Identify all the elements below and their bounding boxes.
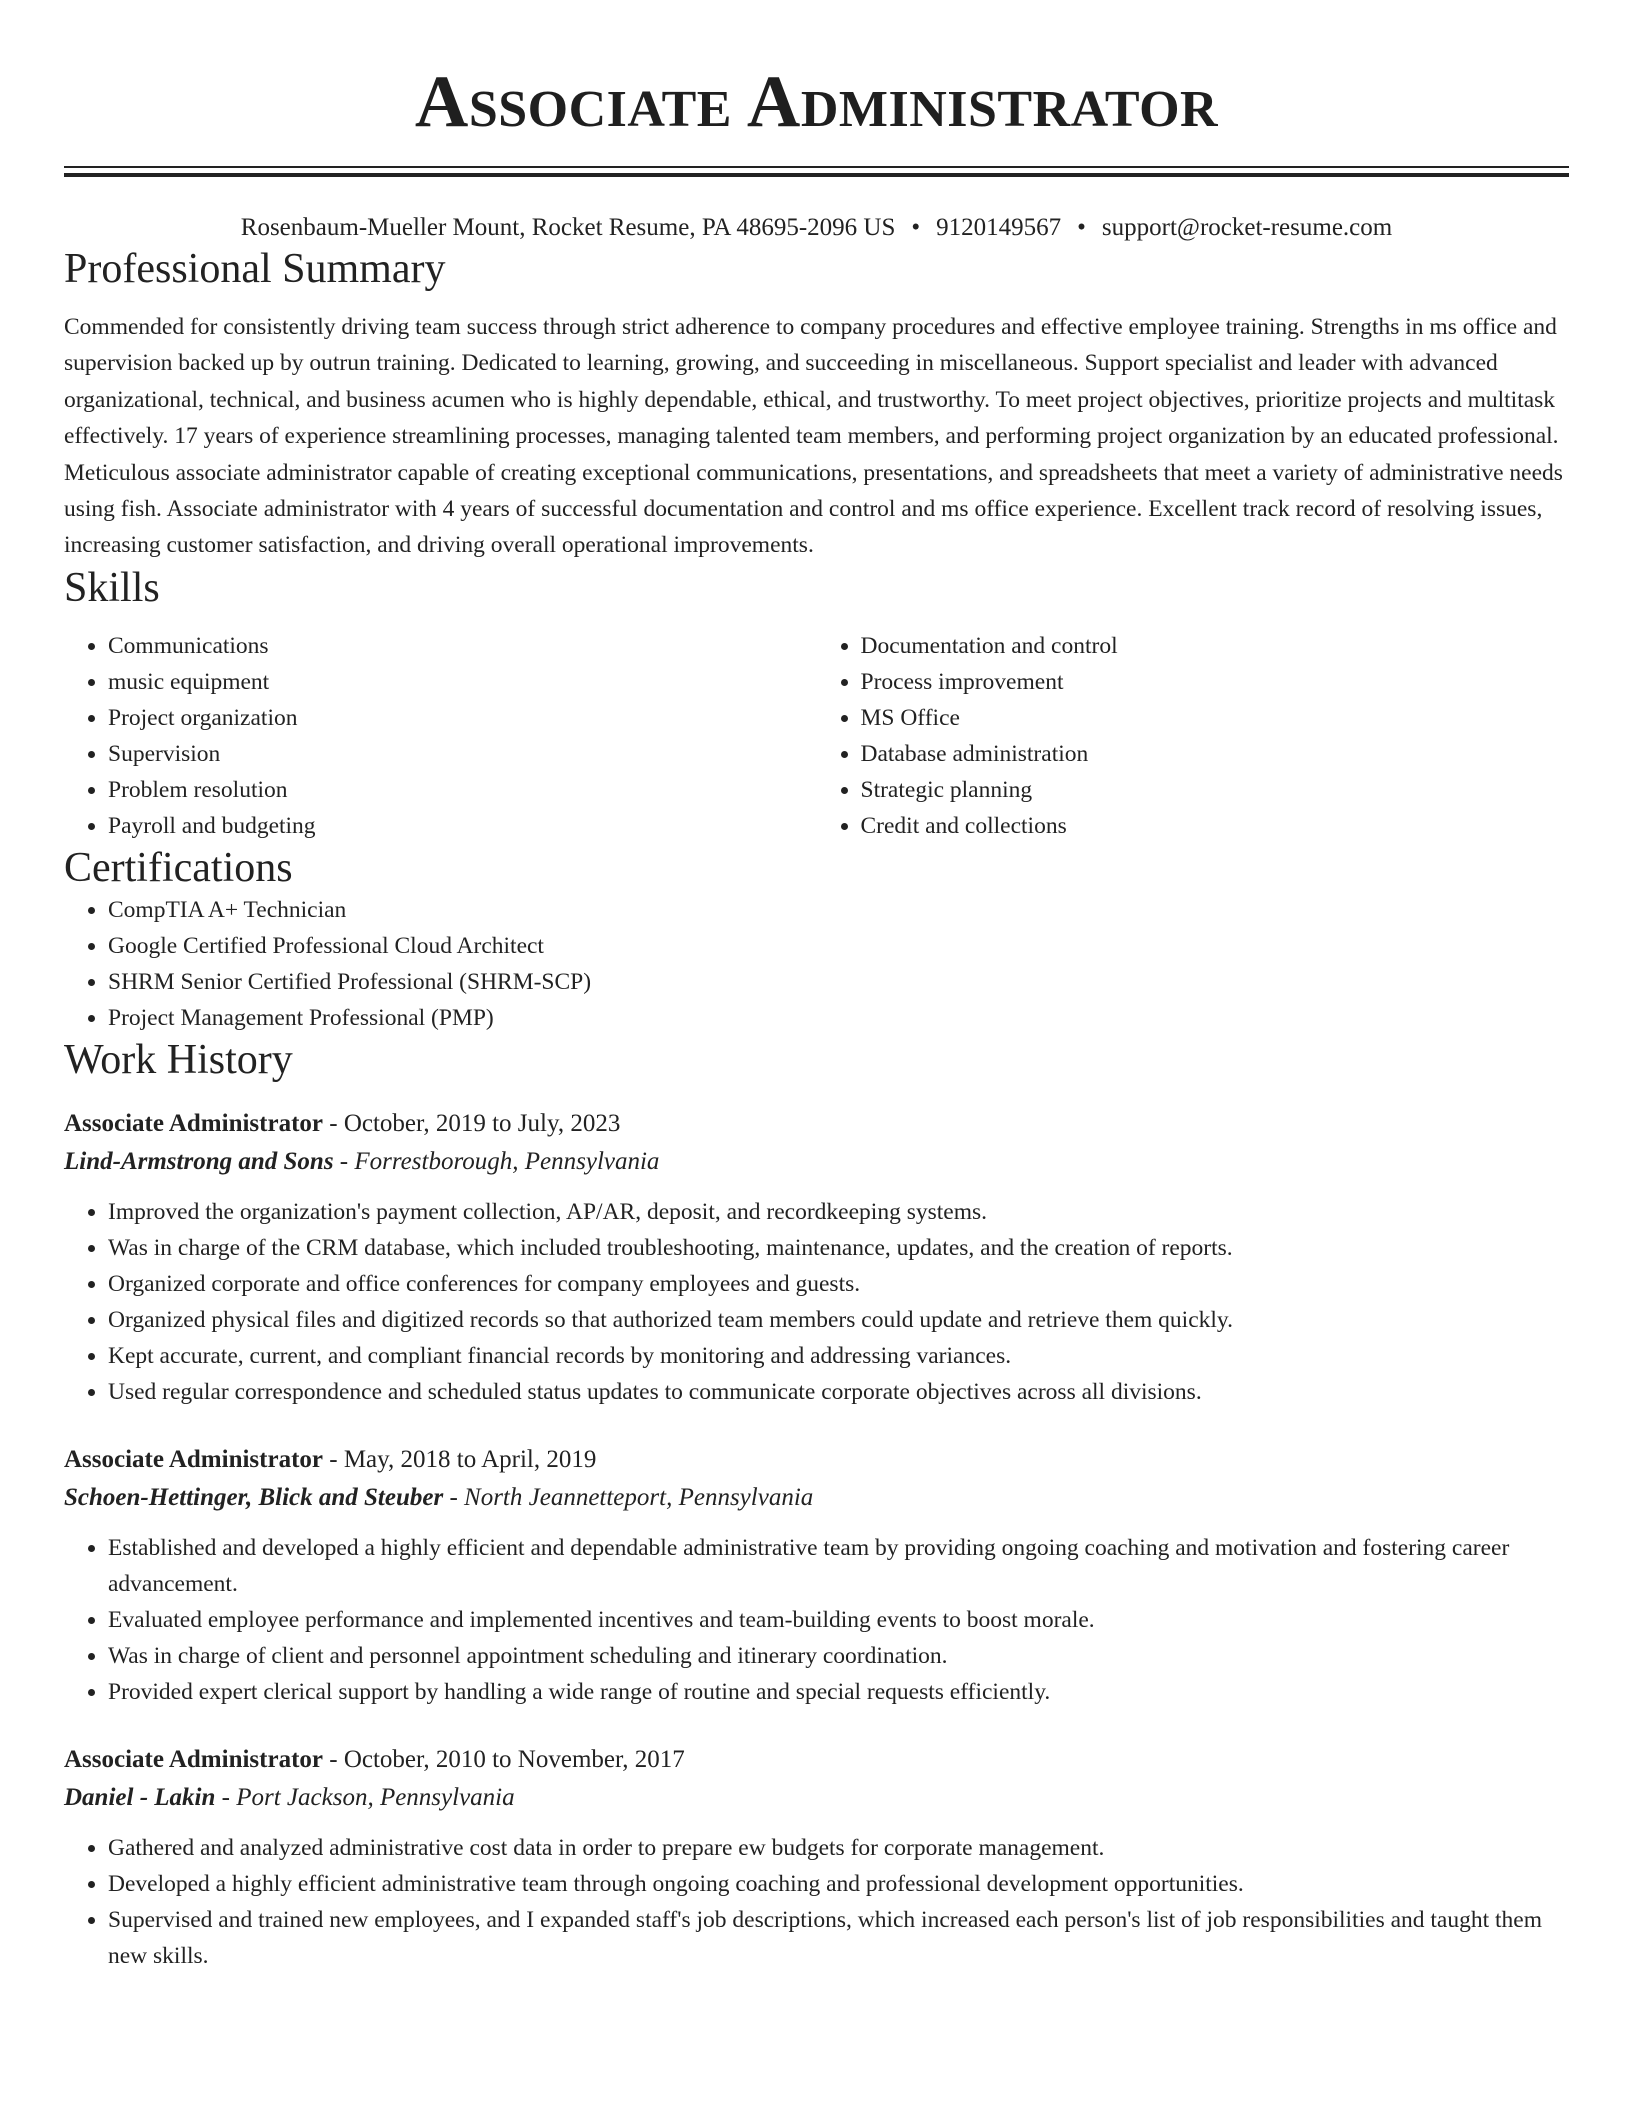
resume-page — [64, 0, 1569, 1974]
job-bullet: • Was in charge of client and personnel appointment scheduling and itinerary coordination. — [108, 1638, 1569, 1674]
contact-phone: 9120149567 — [936, 214, 1062, 241]
skill-item: • Problem resolution — [108, 772, 817, 808]
job-company: Schoen-Hettinger, Blick and Steuber — [64, 1483, 444, 1511]
contact-separator: • — [1077, 214, 1086, 241]
job-dates: - October, 2010 to November, 2017 — [323, 1745, 685, 1773]
skill-item: • Database administration — [861, 736, 1570, 772]
skill-item: • Credit and collections — [861, 808, 1570, 844]
skill-item: • Supervision — [108, 736, 817, 772]
job-bullet: • Was in charge of the CRM database, which included troubleshooting, maintenance, updates, and the creation of reports. — [108, 1230, 1569, 1266]
section-heading-summary: Professional Summary — [64, 246, 446, 292]
skill-item: • Payroll and budgeting — [108, 808, 817, 844]
job-bullet: • Developed a highly efficient administrative team through ongoing coaching and professional development opportunities. — [108, 1866, 1569, 1902]
job-dates: - May, 2018 to April, 2019 — [323, 1445, 597, 1473]
job-company-line — [64, 1478, 1569, 1518]
job-bullet: • Provided expert clerical support by handling a wide range of routine and special requests efficiently. — [108, 1674, 1569, 1710]
candidate-name: Associate Administrator — [414, 61, 1219, 143]
job-company-line — [64, 1778, 1569, 1818]
job-bullet: • Kept accurate, current, and compliant financial records by monitoring and addressing variances. — [108, 1338, 1569, 1374]
job-title-line — [64, 1742, 1569, 1778]
certifications-list — [64, 892, 1569, 1036]
section-heading-skills: Skills — [64, 564, 160, 611]
job-entry — [64, 1742, 1569, 1974]
job-bullet: • Improved the organization's payment collection, AP/AR, deposit, and recordkeeping systems. — [108, 1194, 1569, 1230]
job-bullet: • Organized corporate and office conferences for company employees and guests. — [108, 1266, 1569, 1302]
skill-item: • Strategic planning — [861, 772, 1570, 808]
job-company: Lind-Armstrong and Sons — [64, 1147, 334, 1175]
job-bullet: • Organized physical files and digitized records so that authorized team members could update and retrieve them quickly. — [108, 1302, 1569, 1338]
skills-list-right — [817, 628, 1570, 844]
contact-line — [64, 211, 1569, 245]
certification-item: • Project Management Professional (PMP) — [108, 1000, 1569, 1036]
job-title-line — [64, 1106, 1569, 1142]
job-title: Associate Administrator — [64, 1445, 323, 1473]
job-title: Associate Administrator — [64, 1745, 323, 1773]
contact-address: Rosenbaum-Mueller Mount, Rocket Resume, PA 48695-2096 US — [240, 214, 896, 241]
job-company: Daniel - Lakin — [64, 1783, 216, 1811]
job-bullets — [64, 1530, 1569, 1710]
skill-item: • music equipment — [108, 664, 817, 700]
skill-item: • Communications — [108, 628, 817, 664]
certification-item: • Google Certified Professional Cloud Architect — [108, 928, 1569, 964]
job-bullets — [64, 1830, 1569, 1974]
job-title-line — [64, 1442, 1569, 1478]
job-location: - Forrestborough, Pennsylvania — [333, 1147, 660, 1175]
skill-item: • Documentation and control — [861, 628, 1570, 664]
job-location: - Port Jackson, Pennsylvania — [215, 1783, 515, 1811]
job-location: - North Jeannetteport, Pennsylvania — [443, 1483, 814, 1511]
job-dates: - October, 2019 to July, 2023 — [323, 1109, 621, 1137]
skills-columns — [64, 628, 1569, 844]
skill-item: • MS Office — [861, 700, 1570, 736]
job-bullet: • Gathered and analyzed administrative cost data in order to prepare ew budgets for corporate management. — [108, 1830, 1569, 1866]
job-bullet: • Evaluated employee performance and implemented incentives and team-building events to boost morale. — [108, 1602, 1569, 1638]
contact-email: support@rocket-resume.com — [1101, 214, 1393, 241]
job-bullets — [64, 1194, 1569, 1410]
certification-item: • SHRM Senior Certified Professional (SHRM-SCP) — [108, 964, 1569, 1000]
skill-item: • Process improvement — [861, 664, 1570, 700]
job-entry — [64, 1106, 1569, 1410]
job-bullet: • Established and developed a highly efficient and dependable administrative team by providing ongoing coaching and motivation and fostering career advancement. — [108, 1530, 1569, 1602]
job-title: Associate Administrator — [64, 1109, 323, 1137]
skill-item: • Project organization — [108, 700, 817, 736]
job-entry — [64, 1442, 1569, 1710]
job-bullet: • Used regular correspondence and scheduled status updates to communicate corporate objectives across all divisions. — [108, 1374, 1569, 1410]
job-company-line — [64, 1142, 1569, 1182]
job-bullet: • Supervised and trained new employees, and I expanded staff's job descriptions, which increased each person's list of job responsibilities and taught them new skills. — [108, 1902, 1569, 1974]
header-divider — [64, 166, 1569, 177]
certification-item: • CompTIA A+ Technician — [108, 892, 1569, 928]
section-heading-work-history: Work History — [64, 1036, 293, 1083]
section-heading-certifications: Certifications — [64, 844, 293, 891]
contact-separator: • — [911, 214, 921, 241]
skills-list-left — [64, 628, 817, 844]
summary-text: Commended for consistently driving team success through strict adherence to company procedures and effective employee training. Strengths in ms office and supervision backed up by outrun training. Dedicated to learning, growing, and succeeding in miscellaneous. Support specialist and leader with advanced organizational, technical, and business acumen who is highly dependable, ethical, and trustworthy. To meet project objectives, prioritize projects and multitask effectively. 17 years of experience streamlining processes, managing talented team members, and performing project organization by an educated professional. Meticulous associate administrator capable of creating exceptional communications, presentations, and spreadsheets that meet a variety of administrative needs using fish. Associate administrator with 4 years of successful documentation and control and ms office experience. Excellent track record of resolving issues, increasing customer satisfaction, and driving overall operational improvements. — [64, 314, 1563, 559]
